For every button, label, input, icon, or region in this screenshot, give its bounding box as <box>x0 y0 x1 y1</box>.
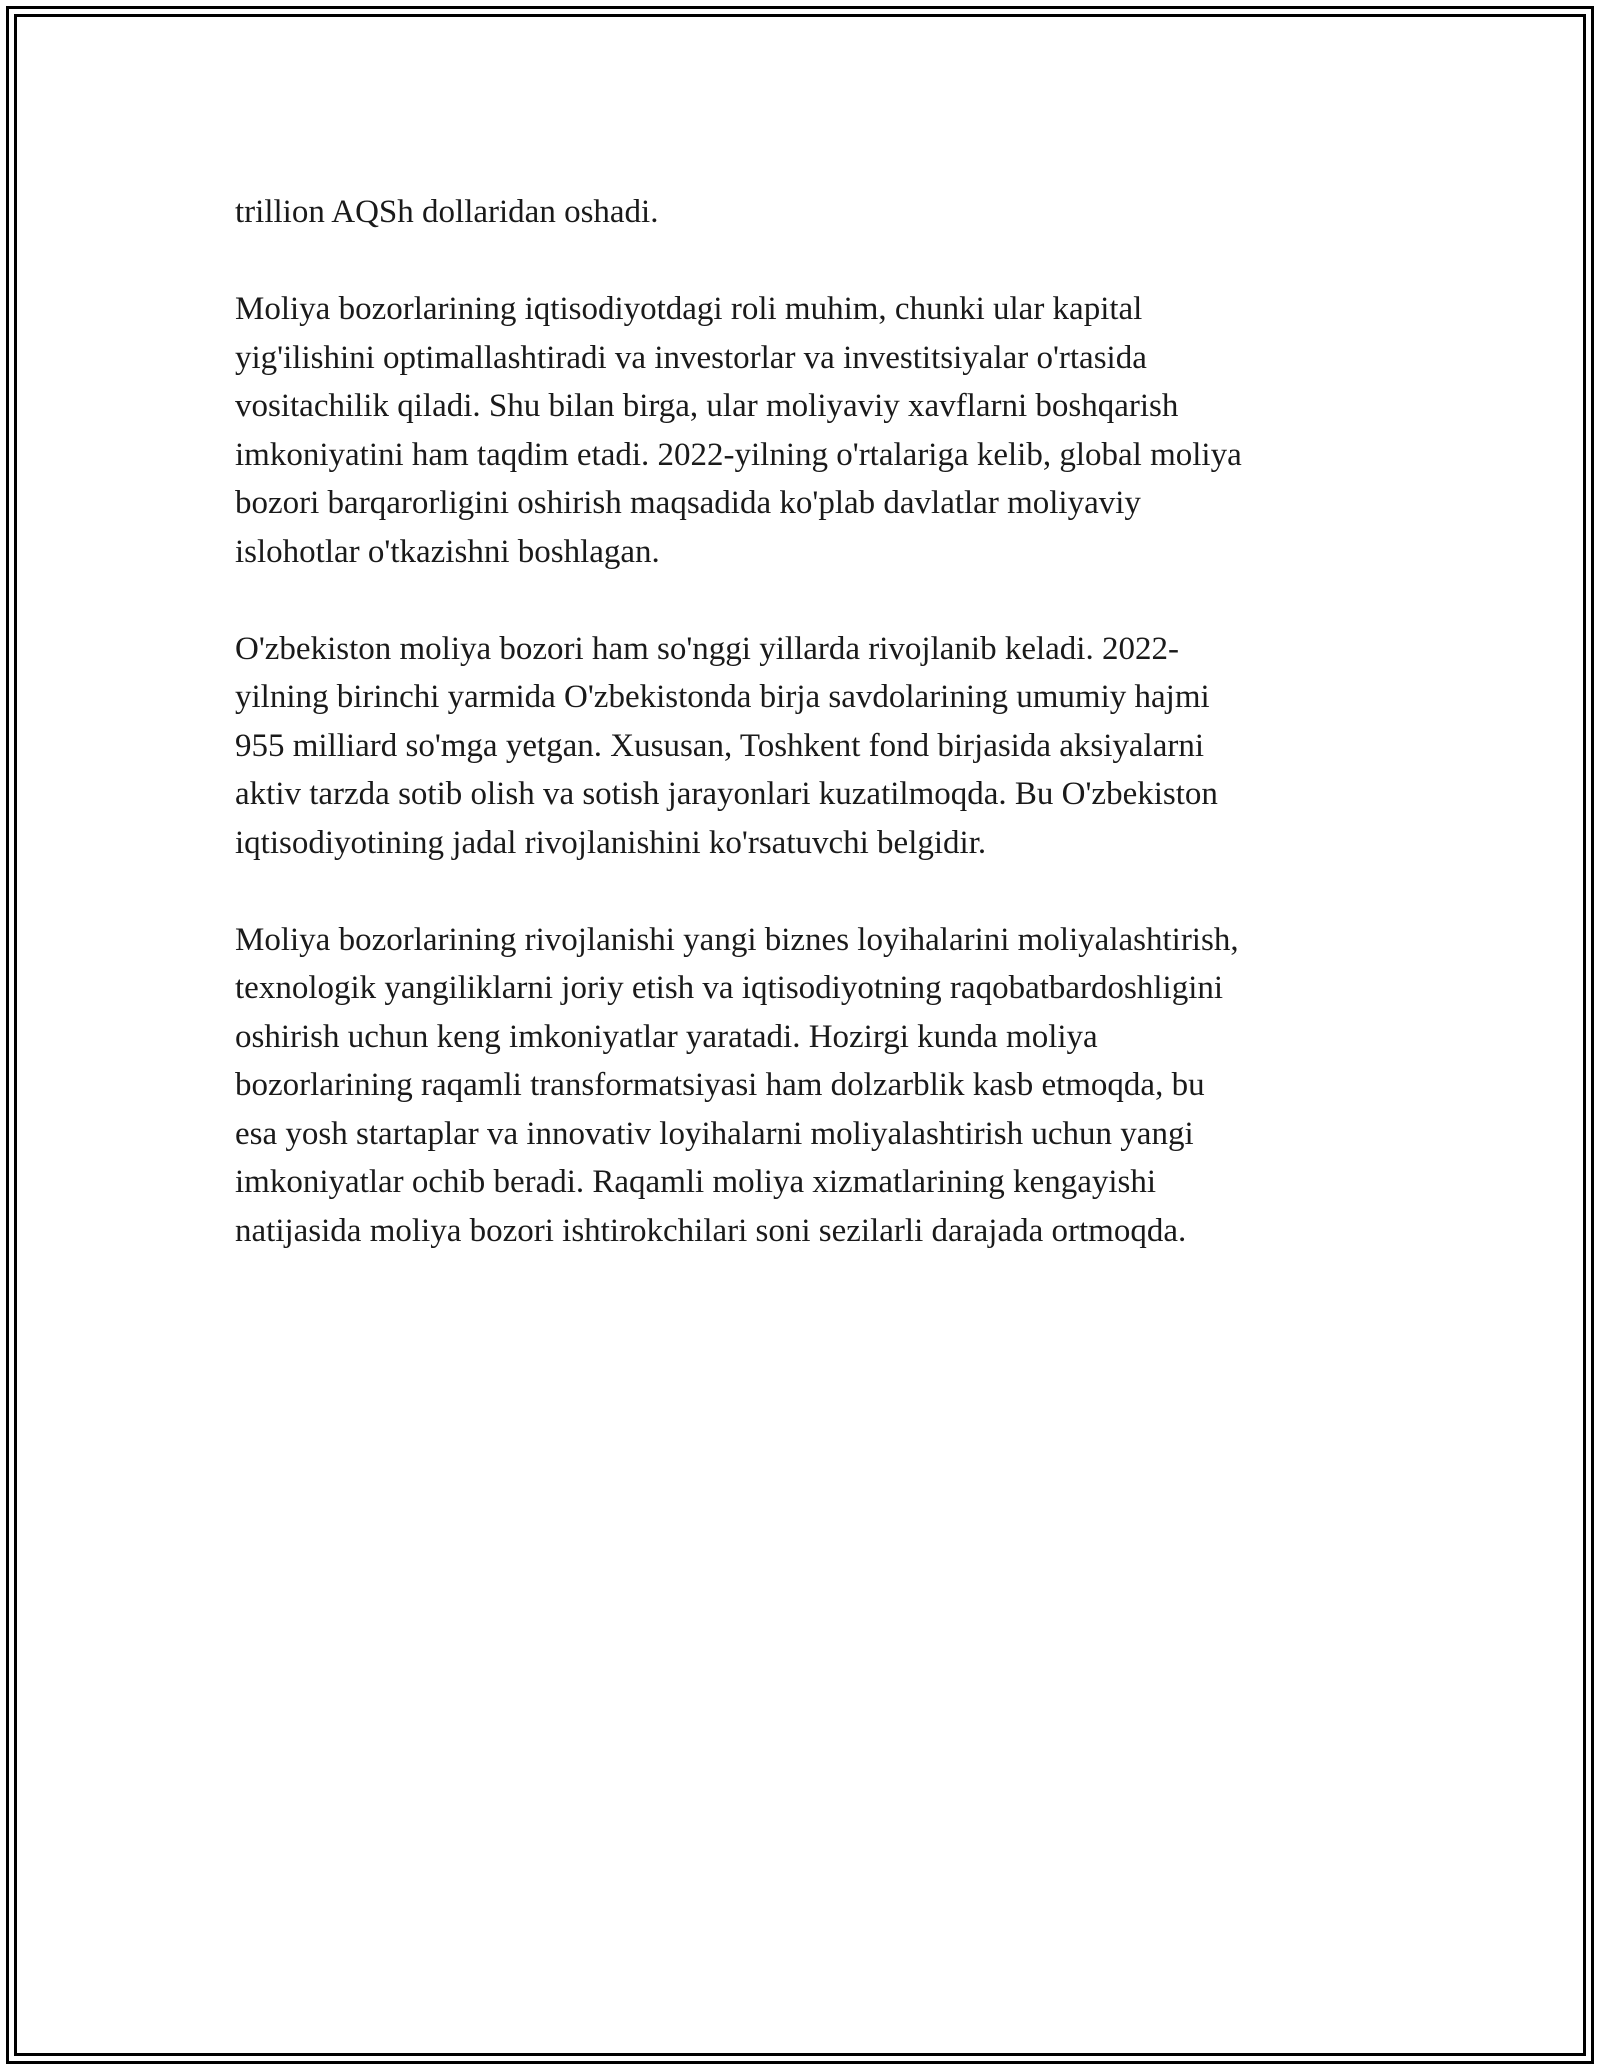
paragraph-financial-markets-role: Moliya bozorlarining iqtisodiyotdagi roli muhim, chunki ular kapital yig'ilishini optimallashtiradi va investorlar va investitsiyalar o'rtasida vositachilik qiladi. Shu bilan birga, ular moliyaviy xavflarni boshqarish imkoniyatini ham taqdim etadi. 2022-yilning o'rtalariga kelib, global moliya bozori barqarorligini oshirish maqsadida ko'plab davlatlar moliyaviy islohotlar o'tkazishni boshlagan. <box>235 291 1242 570</box>
paragraph-market-development: Moliya bozorlarining rivojlanishi yangi biznes loyihalarini moliyalashtirish, texnologik yangiliklarni joriy etish va iqtisodiyotning raqobatbardoshligini oshirish uchun keng imkoniyatlar yaratadi. Hozirgi kunda moliya bozorlarining raqamli transformatsiyasi ham dolzarblik kasb etmoqda, bu esa yosh startaplar va innovativ loyihalarni moliyalashtirish uchun yangi imkoniyatlar ochib beradi. Raqamli moliya xizmatlarining kengayishi natijasida moliya bozori ishtirokchilari soni sezilarli darajada ortmoqda. <box>235 921 1239 1249</box>
paragraph-continuation: trillion AQSh dollaridan oshadi. <box>235 194 659 230</box>
paragraph-uzbekistan-market: O'zbekiston moliya bozori ham so'nggi yillarda rivojlanib keladi. 2022- yilning birinchi yarmida O'zbekistonda birja savdolarining umumiy hajmi 955 milliard so'mga yetgan. Xususan, Toshkent fond birjasida aksiyalarni aktiv tarzda sotib olish va sotish jarayonlari kuzatilmoqda. Bu O'zbekiston iqtisodiyotining jadal rivojlanishini ko'rsatuvchi belgidir. <box>235 630 1218 861</box>
document-body <box>235 188 1375 1255</box>
